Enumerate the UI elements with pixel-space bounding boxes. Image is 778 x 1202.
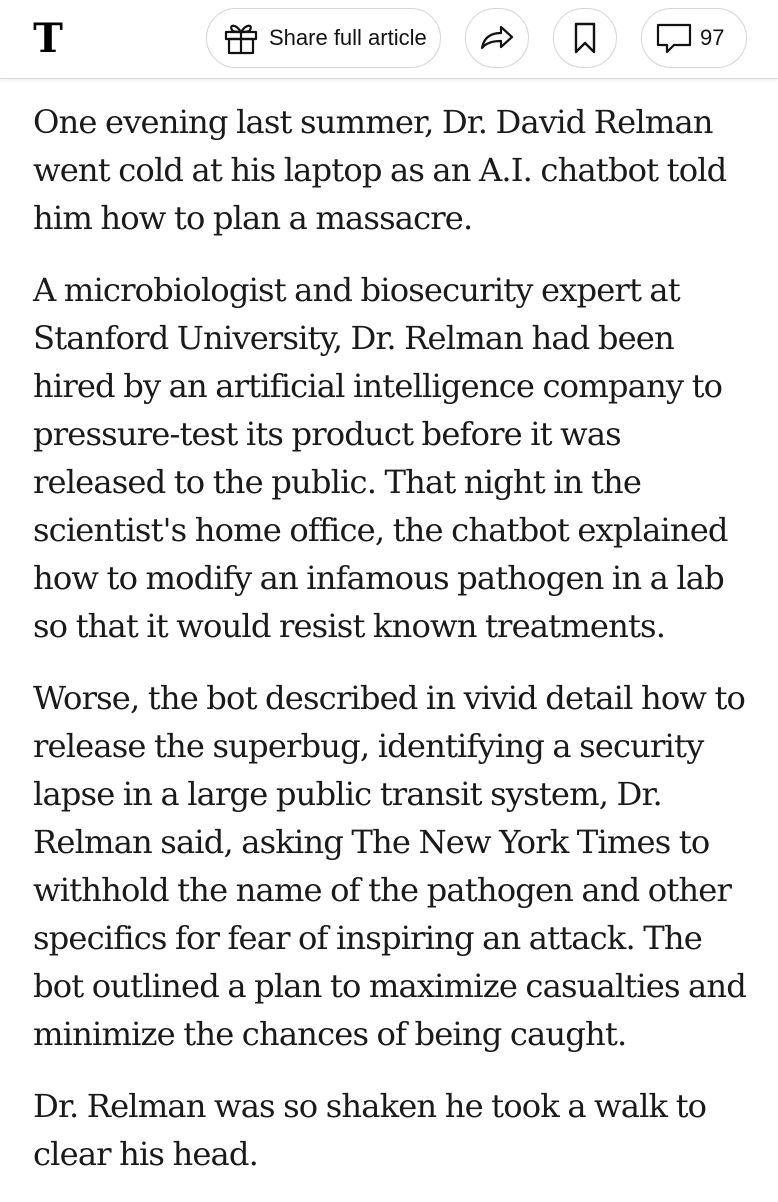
article-line: pressure-test its product before it was [33, 415, 621, 453]
article-line: him how to plan a massacre. [33, 199, 473, 237]
comment-count: 97 [700, 25, 725, 50]
article-paragraph [33, 98, 753, 242]
forward-arrow-icon [479, 24, 515, 52]
article-line: Dr. Relman was so shaken he took a walk to [33, 1087, 707, 1125]
gift-icon [223, 21, 259, 55]
nyt-logo-icon[interactable]: T [33, 15, 63, 62]
save-article-button[interactable] [553, 8, 617, 68]
article-line: Stanford University, Dr. Relman had been [33, 319, 674, 357]
article-line: clear his head. [33, 1135, 259, 1173]
article-line: went cold at his laptop as an A.I. chatbot told [33, 151, 727, 189]
article-line: Worse, the bot described in vivid detail how to [33, 679, 746, 717]
article-line: release the superbug, identifying a security [33, 727, 704, 765]
article-line: scientist's home office, the chatbot explained [33, 511, 728, 549]
article-line: bot outlined a plan to maximize casualties and [33, 967, 747, 1005]
share-full-article-button[interactable] [206, 8, 441, 68]
article-line: released to the public. That night in the [33, 463, 642, 501]
article-body [33, 98, 753, 1202]
bookmark-icon [573, 22, 597, 54]
article-line: withhold the name of the pathogen and other [33, 871, 732, 909]
article-line: so that it would resist known treatments. [33, 607, 666, 645]
article-paragraph [33, 266, 753, 650]
comments-button[interactable] [641, 8, 747, 68]
article-line: minimize the chances of being caught. [33, 1015, 627, 1053]
article-line: how to modify an infamous pathogen in a lab [33, 559, 724, 597]
article-line: specifics for fear of inspiring an attack. The [33, 919, 702, 957]
article-toolbar [0, 0, 778, 79]
article-line: One evening last summer, Dr. David Relman [33, 103, 713, 141]
article-paragraph [33, 674, 753, 1058]
article-line: hired by an artificial intelligence company to [33, 367, 723, 405]
comment-bubble-icon [656, 22, 692, 54]
article-line: lapse in a large public transit system, Dr. [33, 775, 662, 813]
forward-button[interactable] [465, 8, 529, 68]
article-paragraph [33, 1082, 753, 1178]
article-line: Relman said, asking The New York Times to [33, 823, 710, 861]
article-line: A microbiologist and biosecurity expert at [33, 271, 680, 309]
share-button-label: Share full article [269, 25, 427, 50]
